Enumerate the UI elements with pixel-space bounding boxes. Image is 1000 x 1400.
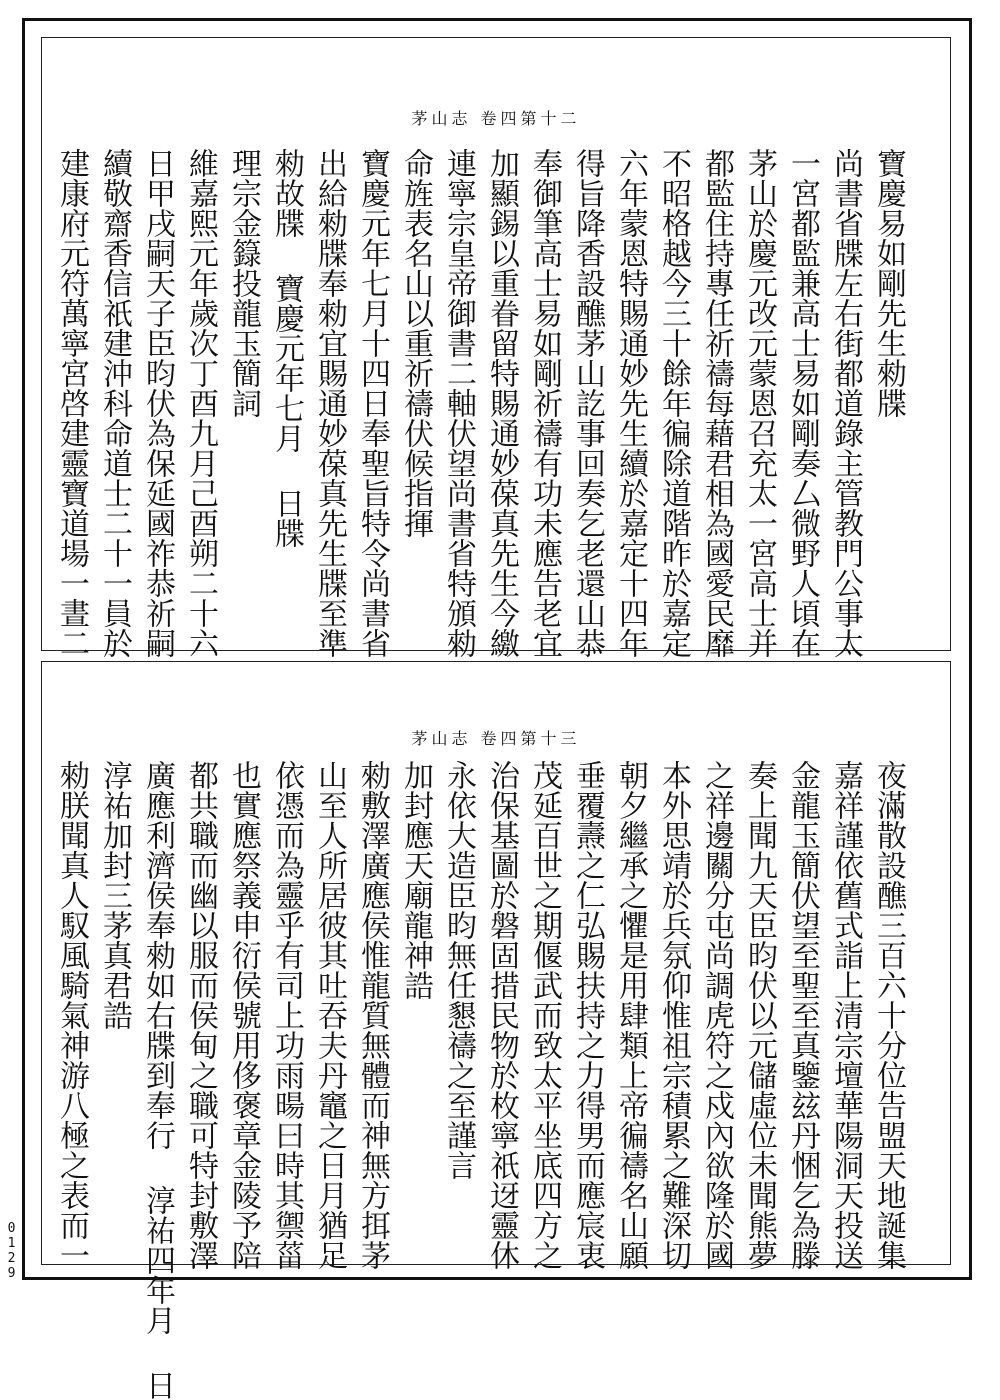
text-column: 加封應天廟龍神誥	[398, 760, 433, 1000]
text-column: 茂延百世之期偃武而致太平坐底四方之	[527, 760, 562, 1270]
text-column: 夜滿散設醮三百六十分位告盟天地誕集	[871, 760, 906, 1270]
text-column: 一宮都監兼高士易如剛奏厶微野人頃在	[785, 148, 820, 658]
text-column: 淳祐加封三茅真君誥	[97, 760, 132, 1030]
top-page	[41, 37, 951, 658]
text-column: 不昭格越今三十餘年徧除道階昨於嘉定	[656, 148, 691, 658]
text-column: 都共職而幽以服而侯甸之職可特封敷澤	[183, 760, 218, 1270]
text-column: 理宗金籙投龍玉簡詞	[226, 148, 261, 418]
text-column: 奏上聞九天臣昀伏以元儲虛位未聞熊夢	[742, 760, 777, 1270]
text-column: 勑朕聞真人馭風騎氣神游八極之表而一	[54, 760, 89, 1270]
text-column: 茅山於慶元改元蒙恩召充太一宮高士并	[742, 148, 777, 658]
text-column: 加顯錫以重眷留特賜通妙葆真先生今繳	[484, 148, 519, 658]
text-column: 治保基圖於磐固措民物於枚寧祇迓靈休	[484, 760, 519, 1270]
page-header: 茅山志 卷四第十三	[411, 729, 581, 748]
bottom-page	[41, 661, 951, 1400]
text-column: 連寧宗皇帝御書二軸伏望尚書省特頒勑	[441, 148, 476, 658]
text-column: 之祥邊關分屯尚調虎符之戍內欲隆於國	[699, 760, 734, 1270]
text-column: 勑敷澤廣應侯惟龍質無體而神無方挕茅	[355, 760, 390, 1270]
text-column: 得旨降香設醮茅山訖事回奏乞老還山恭	[570, 148, 605, 658]
text-column: 尚書省牒左右街都道錄主管教門公事太	[828, 148, 863, 658]
text-column: 嘉祥謹依舊式詣上清宗壇華陽洞天投送	[828, 760, 863, 1270]
text-column: 依憑而為靈乎有司上功雨暘曰時其禦菑	[269, 760, 304, 1270]
text-column: 永依大造臣昀無任懇禱之至謹言	[441, 760, 476, 1180]
page-header: 茅山志 卷四第十二	[411, 109, 581, 128]
text-column: 垂覆燾之仁弘賜扶持之力得男而應宸衷	[570, 760, 605, 1270]
text-column: 朝夕繼承之懼是用肆類上帝徧禱名山願	[613, 760, 648, 1270]
text-block	[50, 148, 910, 658]
text-block	[50, 760, 910, 1400]
text-column: 日甲戌嗣天子臣昀伏為保延國祚恭祈嗣	[140, 148, 175, 658]
text-column: 廣應利濟侯奉勑如右牒到奉行 淳祐四年月 日	[140, 760, 175, 1400]
text-column: 本外思靖於兵氛仰惟祖宗積累之難深切	[656, 760, 691, 1270]
text-column: 勑故牒 寶慶元年七月 日牒	[269, 148, 304, 548]
text-column: 寶慶元年七月十四日奉聖旨特令尚書省	[355, 148, 390, 658]
text-column: 續敬齋香信祇建沖科命道士二十一員於	[97, 148, 132, 658]
text-column: 山至人所居彼其吐吞夫丹竈之日月猶足	[312, 760, 347, 1270]
page-frame	[22, 18, 972, 1400]
text-column: 都監住持專任祈禱每藉君相為國愛民靡	[699, 148, 734, 658]
text-column: 建康府元符萬寧宮啓建靈寶道場一晝二	[54, 148, 89, 658]
text-column: 金龍玉簡伏望至聖至真鑒玆丹悃乞為滕	[785, 760, 820, 1270]
text-column: 奉御筆高士易如剛祈禱有功未應告老宜	[527, 148, 562, 658]
text-column: 也實應祭義申衍侯號用侈褒章金陵予陪	[226, 760, 261, 1270]
text-column: 六年蒙恩特賜通妙先生續於嘉定十四年	[613, 148, 648, 658]
text-column: 出給勑牒奉勑宜賜通妙葆真先生牒至準	[312, 148, 347, 658]
text-column: 命旌表名山以重祈禱伏候指揮	[398, 148, 433, 538]
text-column: 寶慶易如剛先生勑牒	[871, 148, 906, 418]
page-number: 0129	[4, 1221, 19, 1281]
text-column: 維嘉熙元年歲次丁酉九月己酉朔二十六	[183, 148, 218, 658]
